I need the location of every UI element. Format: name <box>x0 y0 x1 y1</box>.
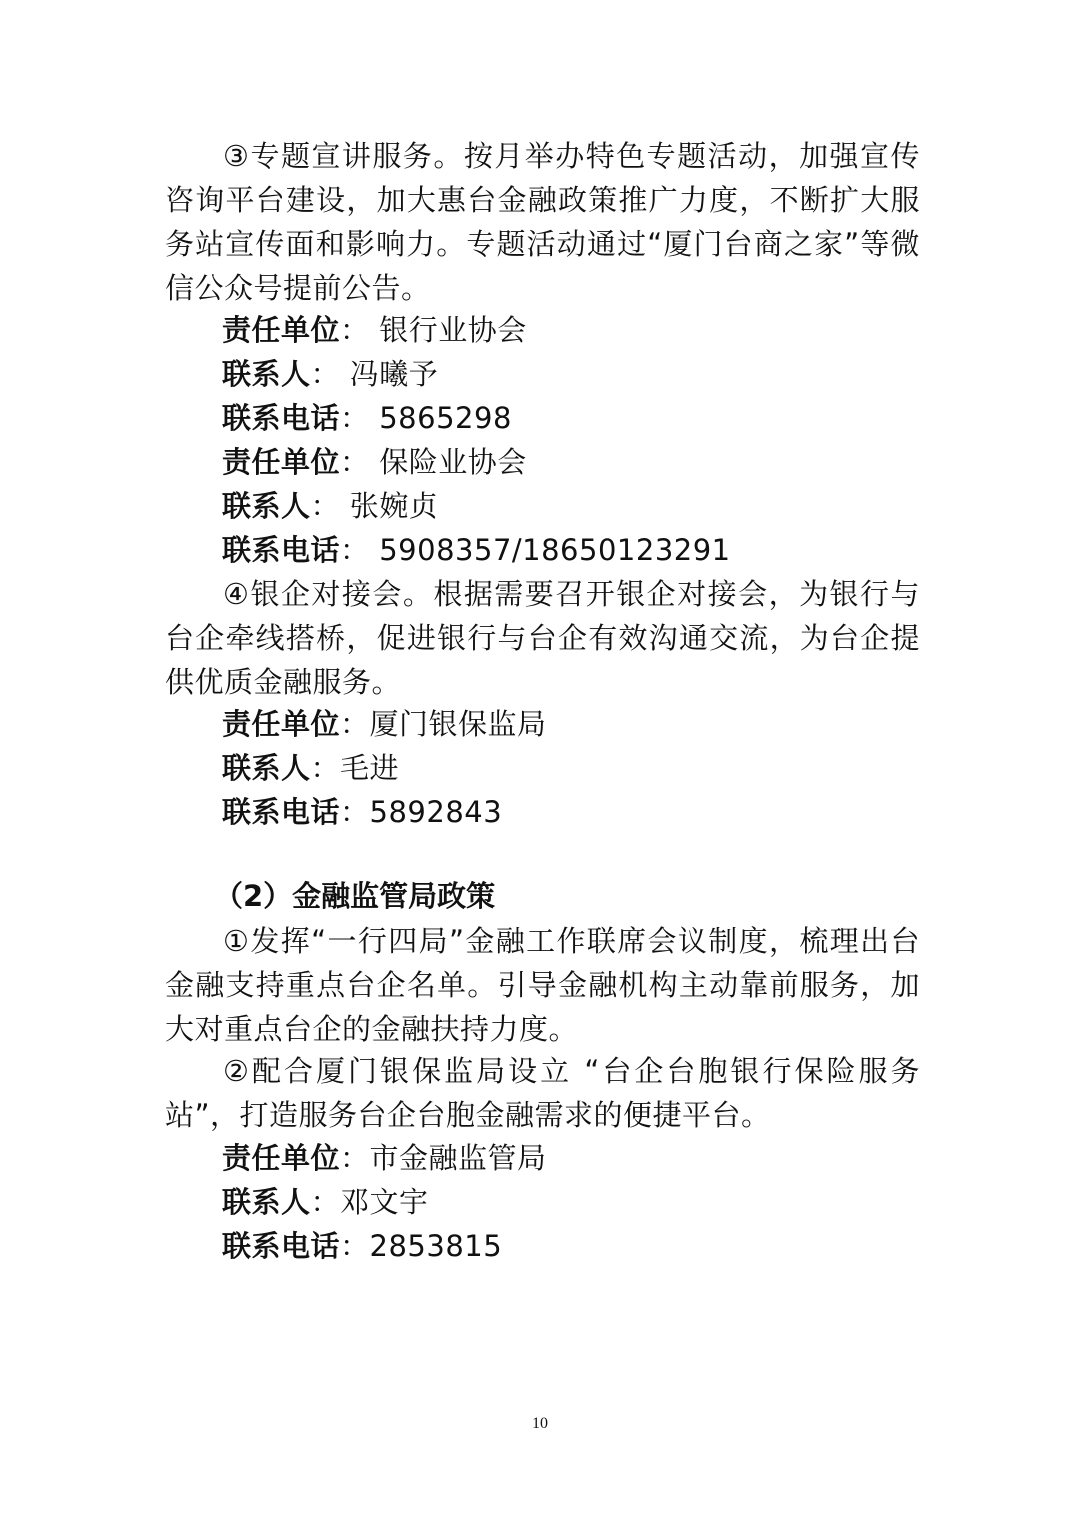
value-contact-phone: ：5892843 <box>340 795 503 829</box>
label-responsible-unit: 责任单位 <box>222 707 341 741</box>
contact-phone-cbirc-xiamen <box>222 790 502 834</box>
label-contact-person: 联系人 <box>222 1185 311 1219</box>
value-contact-person: ： 冯曦予 <box>310 357 439 391</box>
label-contact-phone: 联系电话 <box>222 533 341 567</box>
label-contact-phone: 联系电话 <box>222 1229 341 1263</box>
paragraph-joint-meeting-system: ①发挥“一行四局”金融工作联席会议制度，梳理出台金融支持重点台企名单。引导金融机构主动靠前服务，加大对重点台企的金融扶持力度。 <box>165 924 920 1046</box>
contact-unit-financial-bureau <box>222 1136 547 1180</box>
contact-person-financial-bureau <box>222 1180 429 1224</box>
label-contact-person: 联系人 <box>222 357 311 391</box>
label-contact-phone: 联系电话 <box>222 795 341 829</box>
label-contact-person: 联系人 <box>222 489 311 523</box>
value-contact-phone: ： 5908357/18650123291 <box>340 533 731 567</box>
contact-phone-bank-association <box>222 396 512 440</box>
label-responsible-unit: 责任单位 <box>222 313 341 347</box>
contact-unit-bank-association <box>222 308 527 352</box>
contact-phone-insurance-association <box>222 528 731 572</box>
paragraph-service-station: ②配合厦门银保监局设立 “台企台胞银行保险服务站”，打造服务台企台胞金融需求的便捷平台。 <box>165 1054 920 1132</box>
contact-person-insurance-association <box>222 484 438 528</box>
value-responsible-unit: ：厦门银保监局 <box>340 707 547 741</box>
label-contact-phone: 联系电话 <box>222 401 341 435</box>
value-contact-person: ： 张婉贞 <box>310 489 439 523</box>
label-responsible-unit: 责任单位 <box>222 1141 341 1175</box>
label-contact-person: 联系人 <box>222 751 311 785</box>
paragraph-thematic-promotion: ③专题宣讲服务。按月举办特色专题活动，加强宣传咨询平台建设，加大惠台金融政策推广力度，不断扩大服务站宣传面和影响力。专题活动通过“厦门台商之家”等微信公众号提前公告。 <box>165 139 920 305</box>
contact-person-bank-association <box>222 352 438 396</box>
contact-phone-financial-bureau <box>222 1224 502 1268</box>
paragraph-bank-enterprise-meeting: ④银企对接会。根据需要召开银企对接会，为银行与台企牵线搭桥，促进银行与台企有效沟通交流，为台企提供优质金融服务。 <box>165 577 920 699</box>
value-contact-phone: ：2853815 <box>340 1229 503 1263</box>
value-responsible-unit: ： 保险业协会 <box>340 445 527 479</box>
contact-unit-insurance-association <box>222 440 527 484</box>
value-contact-phone: ： 5865298 <box>340 401 512 435</box>
section-heading-financial-regulation: （2）金融监管局政策 <box>214 879 496 913</box>
contact-person-cbirc-xiamen <box>222 746 399 790</box>
value-responsible-unit: ： 银行业协会 <box>340 313 527 347</box>
contact-unit-cbirc-xiamen <box>222 702 547 746</box>
page-number: 10 <box>532 1415 548 1432</box>
value-responsible-unit: ：市金融监管局 <box>340 1141 547 1175</box>
value-contact-person: ：毛进 <box>310 751 400 785</box>
label-responsible-unit: 责任单位 <box>222 445 341 479</box>
value-contact-person: ：邓文宇 <box>310 1185 429 1219</box>
